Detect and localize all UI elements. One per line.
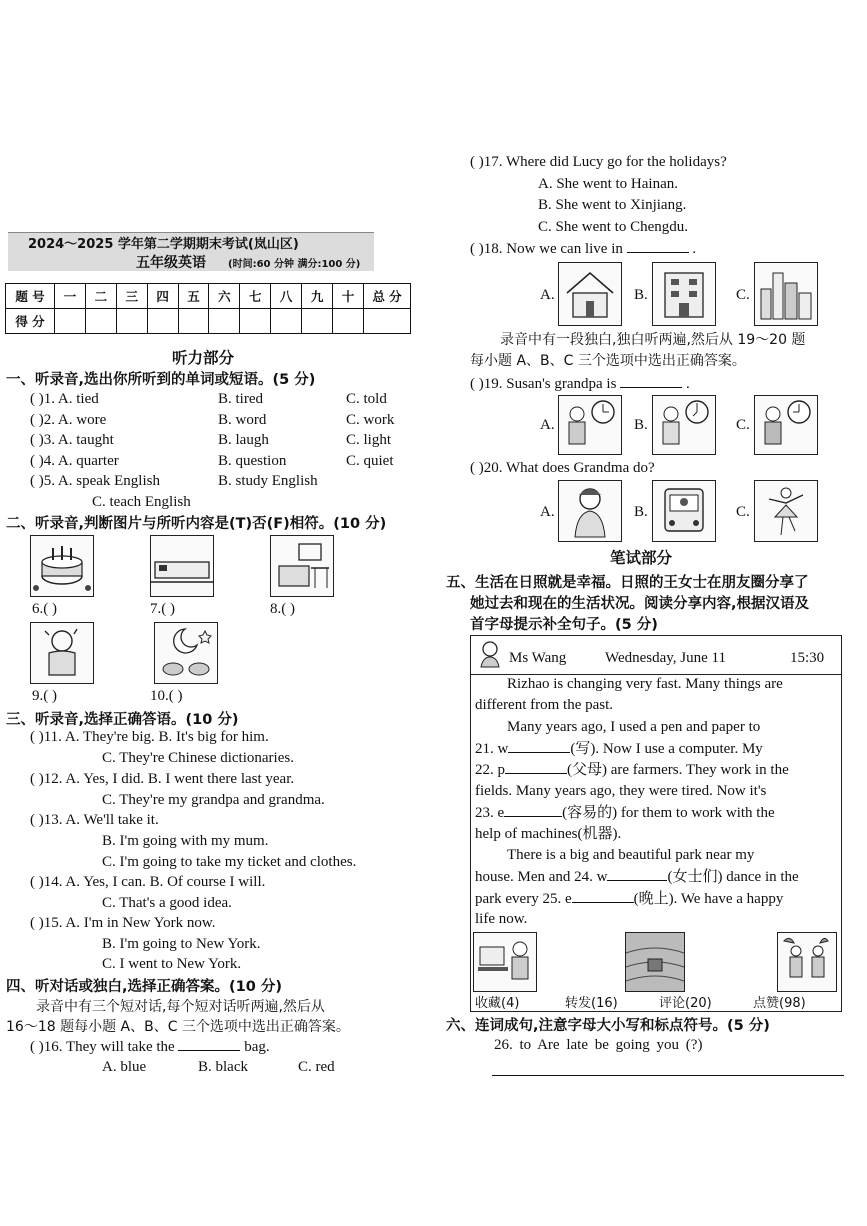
post-line-11 — [475, 888, 783, 909]
city-icon — [755, 263, 817, 325]
q18-end: . — [692, 241, 697, 257]
q5-a: ( )5. A. speak English — [30, 473, 160, 489]
q24-after: (女士们) dance in the — [667, 869, 799, 885]
exam-title-banner — [8, 232, 374, 271]
q20: ( )20. What does Grandma do? — [470, 460, 655, 476]
q21-label: 21. w — [475, 741, 509, 757]
section2-title: 二、听录音,判断图片与所听内容是(T)否(F)相符。(10 分) — [6, 516, 387, 532]
score-input-cell[interactable] — [302, 309, 333, 334]
post-stat-shares[interactable]: 转发(16) — [565, 996, 618, 1011]
q19-label-a: A. — [540, 417, 555, 433]
post-photo-dance[interactable] — [777, 932, 837, 992]
post-line-4 — [475, 738, 763, 759]
score-input-cell[interactable] — [271, 309, 302, 334]
q1-c: C. told — [346, 391, 387, 407]
post-line-5 — [475, 759, 789, 780]
q17-a: A. She went to Hainan. — [538, 176, 678, 192]
q22-blank[interactable] — [505, 759, 567, 774]
bus-icon — [653, 481, 715, 541]
q23-after: (容易的) for them to work with the — [562, 805, 775, 821]
post-line-10 — [475, 866, 799, 887]
section5-title-3: 首字母提示补全句子。(5 分) — [470, 617, 658, 633]
score-cell: 五 — [178, 284, 209, 309]
q23-label: 23. e — [475, 805, 505, 821]
post-time: 15:30 — [790, 650, 825, 666]
section4-title: 四、听对话或独白,选择正确答案。(10 分) — [6, 979, 282, 995]
label-8[interactable]: 8.( ) — [270, 601, 295, 617]
cake-icon — [31, 536, 93, 596]
s4-intro-4: 每小题 A、B、C 三个选项中选出正确答案。 — [470, 353, 746, 369]
post-photo-computer[interactable] — [473, 932, 537, 992]
s4-intro-2: 16～18 题每小题 A、B、C 三个选项中选出正确答案。 — [6, 1019, 350, 1035]
score-input-cell[interactable] — [240, 309, 271, 334]
post-line-6: fields. Many years ago, they were tired. Now it's — [475, 783, 767, 799]
q12-c: C. They're my grandpa and grandma. — [102, 792, 325, 808]
q19-end: . — [685, 376, 690, 392]
section5-title-2: 她过去和现在的生活状况。阅读分享内容,根据汉语及 — [470, 596, 810, 612]
q17-b: B. She went to Xinjiang. — [538, 197, 687, 213]
q13-b: B. I'm going with my mum. — [102, 833, 269, 849]
q4-b: B. question — [218, 453, 287, 469]
q18-pic-city[interactable] — [754, 262, 818, 326]
s4-intro-1: 录音中有三个短对话,每个短对话听两遍,然后从 — [36, 999, 325, 1015]
q16-text: ( )16. They will take the — [30, 1039, 175, 1055]
q16-blank[interactable] — [178, 1036, 240, 1051]
q25-after: (晚上). We have a happy — [633, 891, 784, 907]
computer-user-icon — [474, 933, 536, 991]
post-stat-favorites[interactable]: 收藏(4) — [475, 996, 520, 1011]
woman-icon — [559, 481, 621, 541]
q3-c: C. light — [346, 432, 392, 448]
q5-b: B. study English — [218, 473, 318, 489]
post-line-8: help of machines(机器). — [475, 826, 622, 842]
section5-title-1: 五、生活在日照就是幸福。日照的王女士在朋友圈分享了 — [446, 575, 809, 591]
post-line-7 — [475, 802, 775, 823]
q2-c: C. work — [346, 412, 395, 428]
avatar-icon — [477, 640, 503, 668]
q19-label-c: C. — [736, 417, 750, 433]
q4-a: ( )4. A. quarter — [30, 453, 119, 469]
score-table — [5, 283, 411, 334]
q22-after: (父母) are farmers. They work in the — [567, 762, 789, 778]
q26-answer-line[interactable] — [492, 1075, 844, 1076]
post-stat-comments[interactable]: 评论(20) — [659, 996, 712, 1011]
section1-title: 一、听录音,选出你所听到的单词或短语。(5 分) — [6, 372, 316, 388]
q4-c: C. quiet — [346, 453, 394, 469]
q25-blank[interactable] — [572, 888, 634, 903]
q14-c: C. That's a good idea. — [102, 895, 232, 911]
sick-icon — [31, 623, 93, 683]
q25-label: park every 25. e — [475, 891, 572, 907]
q19-pic-b[interactable] — [652, 395, 716, 455]
q14: ( )14. A. Yes, I can. B. Of course I will. — [30, 874, 266, 890]
clock-person-icon — [755, 396, 817, 454]
q19-pic-c[interactable] — [754, 395, 818, 455]
room-icon — [271, 536, 333, 596]
score-cell: 得 分 — [6, 309, 55, 334]
dancer-icon — [755, 481, 817, 541]
q20-label-c: C. — [736, 504, 750, 520]
q18-text: ( )18. Now we can live in — [470, 241, 623, 257]
moon-icon — [155, 623, 217, 683]
post-line-12: life now. — [475, 911, 528, 927]
house-icon — [559, 263, 621, 325]
s4-intro-3: 录音中有一段独白,独白听两遍,然后从 19～20 题 — [500, 332, 806, 348]
picture-7-train — [150, 535, 214, 597]
post-date: Wednesday, June 11 — [605, 650, 726, 666]
q18-blank[interactable] — [627, 238, 689, 253]
q24-blank[interactable] — [607, 866, 667, 881]
score-input-cell[interactable] — [209, 309, 240, 334]
q19-text: ( )19. Susan's grandpa is — [470, 376, 617, 392]
q1-a: ( )1. A. tied — [30, 391, 99, 407]
label-7[interactable]: 7.( ) — [150, 601, 175, 617]
q18-label-c: C. — [736, 287, 750, 303]
q20-pic-c[interactable] — [754, 480, 818, 542]
score-cell: 一 — [55, 284, 86, 309]
q11: ( )11. A. They're big. B. It's big for him. — [30, 729, 269, 745]
score-cell: 总 分 — [364, 284, 411, 309]
picture-9-sick-person — [30, 622, 94, 684]
clock-person-icon — [653, 396, 715, 454]
picture-10-moon-burgers — [154, 622, 218, 684]
listening-heading: 听力部分 — [172, 349, 235, 367]
q23-blank[interactable] — [504, 802, 562, 817]
score-cell: 四 — [147, 284, 178, 309]
post-line-1: Rizhao is changing very fast. Many things are — [507, 676, 783, 692]
score-input-cell[interactable] — [85, 309, 116, 334]
section6-title: 六、连词成句,注意字母大小写和标点符号。(5 分) — [446, 1018, 770, 1034]
q18-label-b: B. — [634, 287, 648, 303]
score-cell: 八 — [271, 284, 302, 309]
q18 — [470, 238, 696, 259]
score-input-cell[interactable] — [333, 309, 364, 334]
q16-c: C. red — [298, 1059, 335, 1075]
train-icon — [151, 536, 213, 596]
score-cell: 七 — [240, 284, 271, 309]
q21-blank[interactable] — [508, 738, 570, 753]
score-table-score-row — [6, 309, 411, 334]
q3-a: ( )3. A. taught — [30, 432, 114, 448]
q17-c: C. She went to Chengdu. — [538, 219, 688, 235]
q20-label-b: B. — [634, 504, 648, 520]
label-9[interactable]: 9.( ) — [32, 688, 57, 704]
post-line-2: different from the past. — [475, 697, 614, 713]
picture-8-desk-room — [270, 535, 334, 597]
label-10[interactable]: 10.( ) — [150, 688, 183, 704]
q18-pic-house[interactable] — [558, 262, 622, 326]
q11-c: C. They're Chinese dictionaries. — [102, 750, 294, 766]
q22-label: 22. p — [475, 762, 505, 778]
post-author-name[interactable]: Ms Wang — [509, 650, 567, 666]
q1-b: B. tired — [218, 391, 263, 407]
score-cell: 题 号 — [6, 284, 55, 309]
clock-person-icon — [559, 396, 621, 454]
score-cell: 二 — [85, 284, 116, 309]
score-input-cell[interactable] — [147, 309, 178, 334]
fan-dance-icon — [778, 933, 836, 991]
social-post-card — [470, 635, 842, 1012]
q13-c: C. I'm going to take my ticket and clothes. — [102, 854, 357, 870]
score-input-cell[interactable] — [364, 309, 411, 334]
q18-pic-building[interactable] — [652, 262, 716, 326]
q17: ( )17. Where did Lucy go for the holidays? — [470, 154, 727, 170]
q5-c: C. teach English — [92, 494, 191, 510]
score-table-header-row — [6, 284, 411, 309]
writing-heading: 笔试部分 — [610, 549, 673, 567]
post-header — [471, 636, 841, 675]
q19-label-b: B. — [634, 417, 648, 433]
score-cell: 三 — [116, 284, 147, 309]
q16-end: bag. — [244, 1039, 270, 1055]
q26: 26. to Are late be going you (?) — [494, 1037, 703, 1053]
q16-a: A. blue — [102, 1059, 147, 1075]
q20-label-a: A. — [540, 504, 555, 520]
q20-pic-b[interactable] — [652, 480, 716, 542]
q13: ( )13. A. We'll take it. — [30, 812, 159, 828]
q2-b: B. word — [218, 412, 267, 428]
score-input-cell[interactable] — [55, 309, 86, 334]
q24-label: house. Men and 24. w — [475, 869, 608, 885]
q12: ( )12. A. Yes, I did. B. I went there last year. — [30, 771, 295, 787]
q19-pic-a[interactable] — [558, 395, 622, 455]
avatar[interactable] — [477, 640, 503, 668]
post-photo-field[interactable] — [625, 932, 685, 992]
q15-c: C. I went to New York. — [102, 956, 242, 972]
q19 — [470, 373, 690, 394]
post-line-3: Many years ago, I used a pen and paper to — [507, 719, 761, 735]
q15: ( )15. A. I'm in New York now. — [30, 915, 216, 931]
post-line-9: There is a big and beautiful park near my — [507, 847, 755, 863]
q2-a: ( )2. A. wore — [30, 412, 107, 428]
exam-subject: 五年级英语 — [136, 255, 206, 271]
q19-blank[interactable] — [620, 373, 682, 388]
q20-pic-a[interactable] — [558, 480, 622, 542]
score-cell: 十 — [333, 284, 364, 309]
building-icon — [653, 263, 715, 325]
q16-b: B. black — [198, 1059, 248, 1075]
q21-after: (写). Now I use a computer. My — [570, 741, 763, 757]
score-input-cell[interactable] — [116, 309, 147, 334]
q15-b: B. I'm going to New York. — [102, 936, 261, 952]
picture-6-birthday-cake — [30, 535, 94, 597]
exam-title: 2024～2025 学年第二学期期末考试(岚山区) — [28, 237, 299, 252]
exam-time-score: (时间:60 分钟 满分:100 分) — [228, 259, 361, 270]
section3-title: 三、听录音,选择正确答语。(10 分) — [6, 712, 239, 728]
q3-b: B. laugh — [218, 432, 269, 448]
score-input-cell[interactable] — [178, 309, 209, 334]
score-cell: 六 — [209, 284, 240, 309]
q18-label-a: A. — [540, 287, 555, 303]
label-6[interactable]: 6.( ) — [32, 601, 57, 617]
q16 — [30, 1036, 270, 1057]
field-icon — [626, 933, 684, 991]
score-cell: 九 — [302, 284, 333, 309]
post-stat-likes[interactable]: 点赞(98) — [753, 996, 806, 1011]
